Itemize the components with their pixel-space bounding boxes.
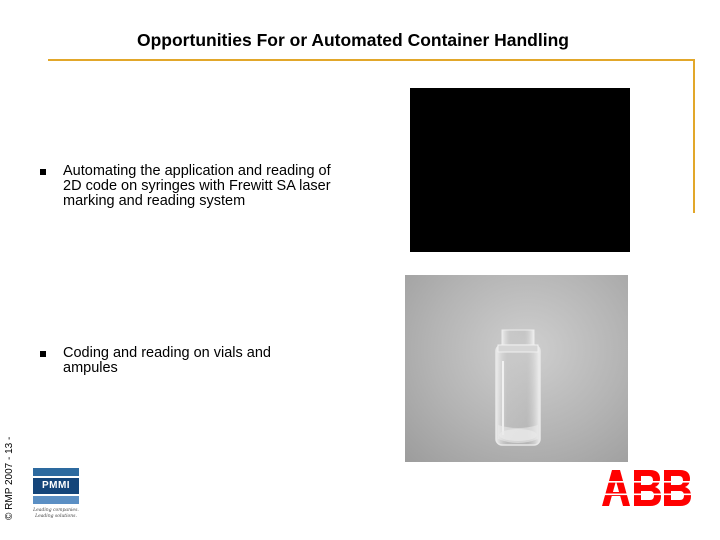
title-rule-vertical xyxy=(693,59,695,213)
pmmi-tagline: Leading companies. Leading solutions. xyxy=(33,508,79,519)
vial-photo xyxy=(405,275,628,462)
slide-title: Opportunities For or Automated Container Handling xyxy=(137,30,569,50)
bullet-text: Automating the application and reading of 2D code on syringes with Frewitt SA laser marking and reading system xyxy=(63,163,331,209)
glass-vial-image xyxy=(405,275,628,462)
copyright-page-number: © RMP 2007 - 13 - xyxy=(4,436,15,520)
title-rule-horizontal xyxy=(48,59,695,61)
bullet-text: Coding and reading on vials and ampules xyxy=(63,345,271,376)
pmmi-logo xyxy=(33,468,79,526)
syringe-photo xyxy=(410,88,630,252)
bullet-square-icon xyxy=(40,351,46,357)
abb-logo xyxy=(600,470,694,506)
bullet-square-icon xyxy=(40,169,46,175)
pmmi-logo-text: PMMI xyxy=(41,480,71,491)
